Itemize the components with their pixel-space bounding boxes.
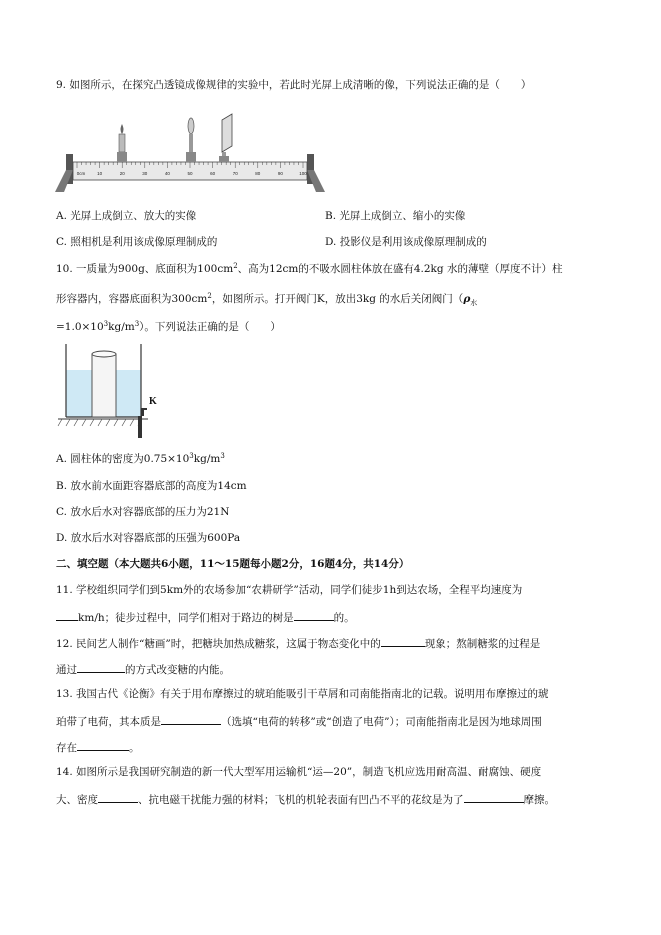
q11-blank-2[interactable] <box>294 609 334 621</box>
q10-option-a[interactable]: A. 圆柱体的密度为$0.75\times 10^3kg/m^3$ <box>56 452 225 465</box>
q11-line1: 11. 学校组织同学们到5km外的农场参加“农耕研学”活动，同学们徒步1h到达农场，全程平均速度为 <box>56 584 523 596</box>
q10-option-c[interactable]: C. 放水后水对容器底部的压力为21N <box>56 506 230 518</box>
q11-line2: km/h；徒步过程中，同学们相对于路边的树是 的。 <box>56 609 355 625</box>
candle <box>117 124 127 162</box>
valve-label: K <box>149 396 157 407</box>
container-figure <box>56 340 166 442</box>
q13-line1: 13. 我国古代《论衡》有关于用布摩擦过的琥珀能吸引干草屑和司南能指南北的记载。说明用布摩擦过的琥 <box>56 688 549 700</box>
q14-line2: 大、密度 、抗电磁干扰能力强的材料；飞机的机轮表面有凹凸不平的花纹是为了 摩擦。 <box>56 791 555 807</box>
ruler-tick-label: 60 <box>210 171 216 176</box>
q9-option-b[interactable]: B. 光屏上成倒立、缩小的实像 <box>325 210 466 222</box>
q12-blank-2[interactable] <box>77 661 125 673</box>
ruler-tick-label: 90 <box>277 171 283 176</box>
q13-blank-2[interactable] <box>77 739 129 751</box>
q12-blank-1[interactable] <box>381 635 425 647</box>
q10-option-d[interactable]: D. 放水后水对容器底部的压强为600Pa <box>56 532 241 544</box>
q14-blank-2[interactable] <box>464 791 524 803</box>
q9-option-d[interactable]: D. 投影仪是利用该成像原理制成的 <box>325 236 487 248</box>
q12-line2: 通过 的方式改变糖的内能。 <box>56 661 230 677</box>
q9-option-c[interactable]: C. 照相机是利用该成像原理制成的 <box>56 236 218 248</box>
q10-line1: 10. 一质量为900g、底面积为$100cm^2$、高为12cm的不吸水圆柱体放在盛有4.2kg 水的薄壁（厚度不计）柱 <box>56 262 563 275</box>
ruler-tick-label: 100 <box>299 171 307 176</box>
q13-line3: 存在 。 <box>56 739 140 755</box>
section-2-title: 二、填空题（本大题共6小题，11～15题每小题2分，16题4分，共14分） <box>56 558 410 570</box>
convex-lens <box>186 118 196 162</box>
q10-line3: $=1.0\times 10^3kg/m^3$）。下列说法正确的是（ ） <box>56 320 281 333</box>
q10-line2: 形容器内，容器底面积为$300cm^2$，如图所示。打开阀门K，放出3kg 的水后关闭阀门（$\rho_水$ <box>56 292 478 308</box>
q9-stem: 9. 如图所示，在探究凸透镜成像规律的实验中，若此时光屏上成清晰的像，下列说法正确的是（ ） <box>56 79 532 91</box>
ruler-tick-label: 20 <box>119 171 125 176</box>
ruler-tick-label: 40 <box>164 171 170 176</box>
q12-line1: 12. 民间艺人制作“糖画”时，把糖块加热成糖浆，这属于物态变化中的 现象；熬制糖浆的过程是 <box>56 635 540 651</box>
ruler-tick-label: 80 <box>255 171 261 176</box>
ground-hatching <box>58 419 142 426</box>
q11-blank-1[interactable] <box>56 609 78 621</box>
ruler-tick-label: 50 <box>187 171 193 176</box>
light-screen <box>219 114 232 162</box>
ruler-tick-label: 30 <box>142 171 148 176</box>
q14-line1: 14. 如图所示是我国研究制造的新一代大型军用运输机“运—20”，制造飞机应选用耐高温、耐腐蚀、硬度 <box>56 766 542 778</box>
ruler-tick-label: 70 <box>232 171 238 176</box>
optical-bench-figure <box>50 112 330 194</box>
q10-option-b[interactable]: B. 放水前水面距容器底部的高度为14cm <box>56 480 247 492</box>
q9-option-a[interactable]: A. 光屏上成倒立、放大的实像 <box>56 210 197 222</box>
q13-line2: 珀带了电荷，其本质是 （选填“电荷的转移”或“创造了电荷”）；司南能指南北是因为地球周围 <box>56 713 542 729</box>
ruler-tick-label: 0cm <box>76 171 86 176</box>
q13-blank-1[interactable] <box>161 713 221 725</box>
cylinder <box>92 351 116 417</box>
ruler-tick-label: 10 <box>97 171 103 176</box>
q14-blank-1[interactable] <box>98 791 138 803</box>
